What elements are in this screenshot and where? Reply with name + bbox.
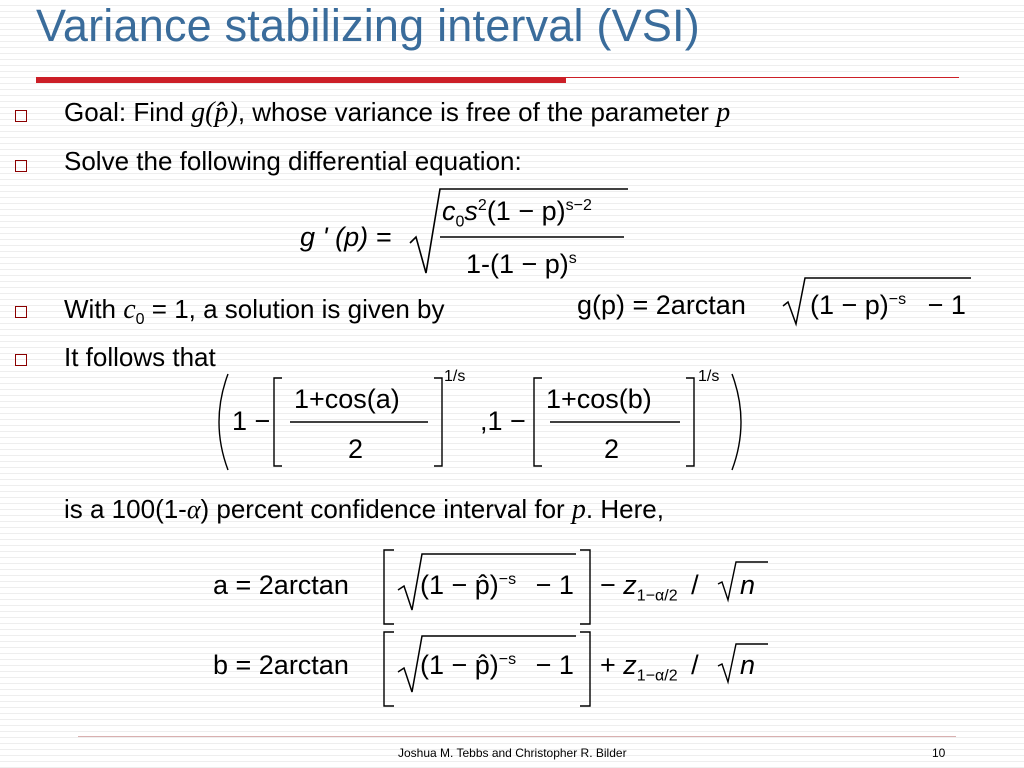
page-number: 10 [932, 746, 946, 760]
interval-one-minus-a: 1 − [232, 406, 271, 436]
bullet-solution [64, 294, 444, 329]
interval-exp-a: 1/s [444, 368, 466, 385]
slide-title: Variance stabilizing interval (VSI) [36, 0, 700, 51]
bullet-square-icon [15, 354, 27, 366]
ode-lhs-text: g ' (p) = [300, 222, 392, 252]
ode-num-s-sup: 2 [477, 197, 487, 214]
ode-den-exp: s [568, 250, 577, 267]
solution-tail: − 1 [927, 290, 966, 320]
solution-exp: −s [888, 291, 907, 308]
a-op: − [600, 570, 616, 600]
ode-denominator [466, 249, 577, 280]
b-n-text: n [740, 650, 756, 680]
ci-alpha: α [186, 495, 201, 524]
ode-num-s: s [464, 196, 478, 226]
bullet-square-icon [15, 306, 27, 318]
b-exp: −s [498, 651, 517, 668]
b-rad: (1 − p̂) [420, 650, 499, 680]
b-radicand [420, 650, 574, 681]
bullet-solution-prefix: With [64, 294, 124, 324]
a-div: / [691, 570, 699, 600]
ci-suffix: . Here, [585, 494, 664, 524]
interval-den-b: 2 [604, 434, 620, 464]
interval-exp-b: 1/s [698, 368, 720, 385]
b-z: z [623, 650, 637, 680]
bullet-goal-var: p [716, 97, 731, 128]
ci-mid: ) percent confidence interval for [200, 494, 572, 524]
bullet-square-icon [15, 110, 27, 122]
b-z-term [600, 650, 699, 685]
bullet-goal-prefix: Goal: Find [64, 97, 192, 127]
a-z-term [600, 570, 699, 605]
ci-sentence [64, 494, 664, 526]
a-z: z [623, 570, 637, 600]
a-exp: −s [498, 571, 517, 588]
title-underline-accent [36, 77, 566, 83]
solution-rad: (1 − p) [810, 290, 889, 320]
b-op: + [600, 650, 616, 680]
bullet-goal [64, 97, 730, 129]
b-div: / [691, 650, 699, 680]
a-rad: (1 − p̂) [420, 570, 499, 600]
bullet-square-icon [15, 160, 27, 172]
footer-divider [78, 736, 956, 737]
ode-lhs [300, 222, 391, 253]
bullet-goal-math: g(p̂) [191, 97, 238, 128]
a-tail: − 1 [535, 570, 574, 600]
a-radicand [420, 570, 574, 601]
a-z-sub: 1−α/2 [636, 587, 678, 605]
b-tail: − 1 [535, 650, 574, 680]
ci-var: p [571, 494, 586, 525]
bullet-solution-sub: 0 [135, 311, 145, 329]
ode-numerator [442, 196, 592, 231]
a-n [740, 570, 755, 601]
interval-num-a: 1+cos(a) [294, 384, 400, 414]
ode-num-rest: (1 − p) [486, 196, 566, 226]
solution-equation [577, 290, 746, 321]
footer-authors: Joshua M. Tebbs and Christopher R. Bilder [398, 746, 627, 760]
solution-lhs: g(p) = 2arctan [577, 290, 746, 320]
interval-num-b: 1+cos(b) [546, 384, 652, 414]
ode-den-text: 1-(1 − p) [466, 249, 569, 279]
title-underline-thin [566, 77, 959, 78]
bullet-goal-suffix: , whose variance is free of the parameter [237, 97, 717, 127]
solution-radicand [810, 290, 966, 321]
bullet-follows: It follows that [64, 342, 216, 372]
bullet-solve: Solve the following differential equation: [64, 146, 522, 176]
b-z-sub: 1−α/2 [636, 667, 678, 685]
b-n [740, 650, 755, 681]
ode-num-c-sub: 0 [455, 213, 465, 231]
ode-num-c: c [442, 196, 456, 226]
ode-num-exp: s−2 [565, 197, 592, 214]
b-lhs: b = 2arctan [213, 650, 349, 680]
a-n-text: n [740, 570, 756, 600]
interval-den-a: 2 [348, 434, 364, 464]
bullet-solution-suffix: = 1, a solution is given by [144, 294, 445, 324]
a-lhs: a = 2arctan [213, 570, 349, 600]
interval-separator: ,1 − [480, 406, 526, 436]
ci-prefix: is a 100(1- [64, 494, 187, 524]
bullet-solution-var: c [123, 294, 136, 325]
